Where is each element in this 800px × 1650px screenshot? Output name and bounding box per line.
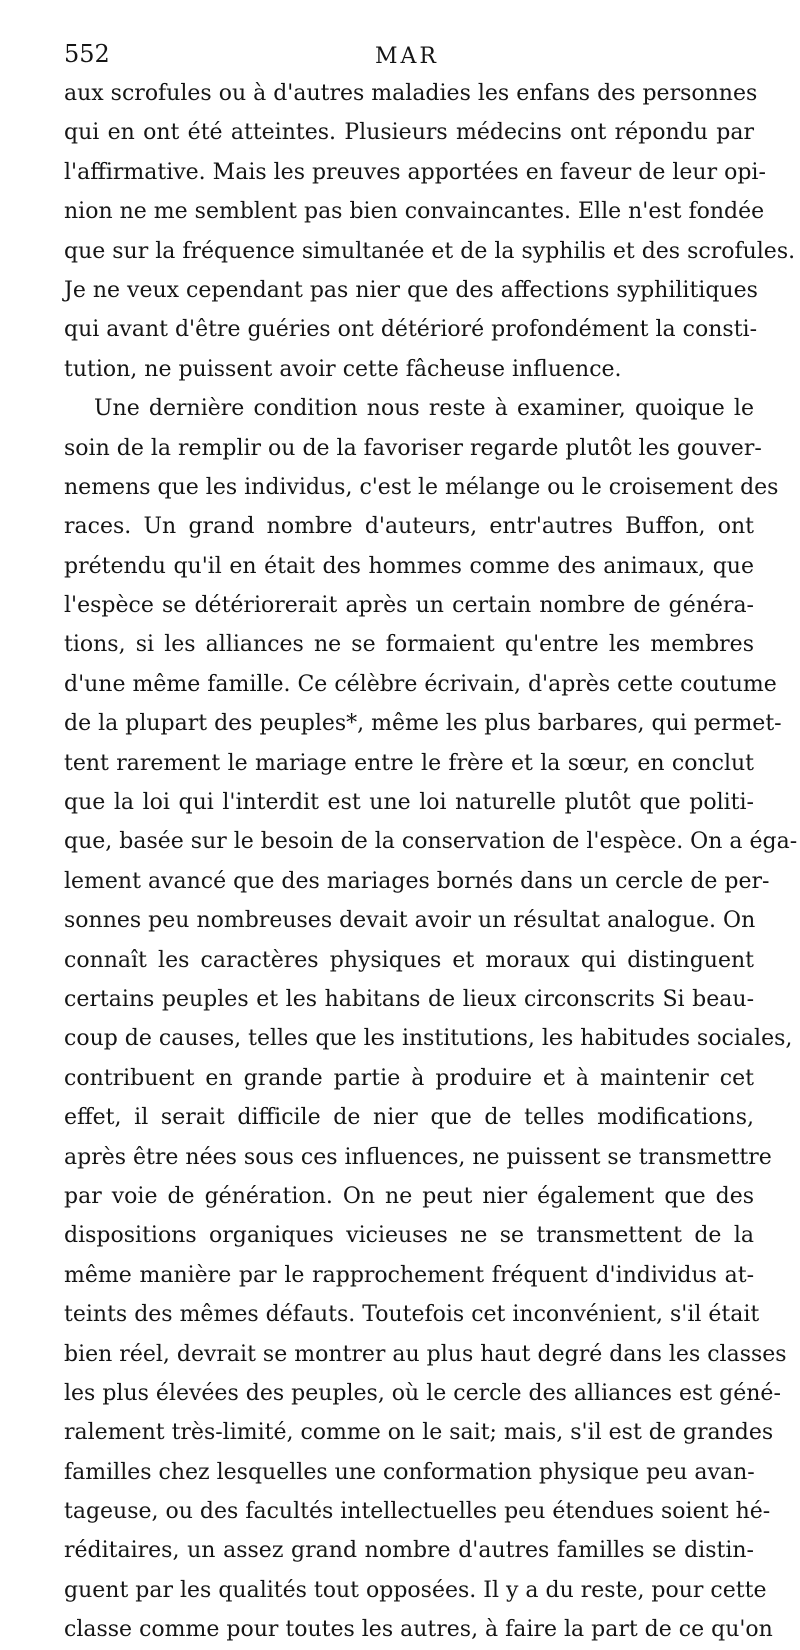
text-line: qui avant d'être guéries ont détérioré profondément la consti- — [64, 317, 757, 343]
paragraph-first-line: Une dernière condition nous reste à examiner, quoique le — [94, 396, 754, 422]
text-line: tent rarement le mariage entre le frère et la sœur, en conclut — [64, 750, 754, 776]
text-line: guent par les qualités tout opposées. Il y a du reste, pour cette — [64, 1577, 767, 1603]
running-head: MAR — [375, 44, 439, 69]
text-line: les plus élevées des peuples, où le cercle des alliances est géné- — [64, 1380, 781, 1406]
text-line: bien réel, devrait se montrer au plus haut degré dans les classes — [64, 1341, 787, 1367]
text-line: Je ne veux cependant pas nier que des affections syphilitiques — [64, 277, 758, 303]
text-line: qui en ont été atteintes. Plusieurs médecins ont répondu par — [64, 120, 754, 146]
page-number: 552 — [64, 40, 110, 68]
text-line: que la loi qui l'interdit est une loi naturelle plutôt que politi- — [64, 790, 754, 816]
text-line: certains peuples et les habitans de lieux circonscrits Si beau- — [64, 986, 754, 1012]
text-line: de la plupart des peuples*, même les plus barbares, qui permet- — [64, 711, 782, 737]
text-line: ralement très-limité, comme on le sait; mais, s'il est de grandes — [64, 1420, 774, 1446]
text-line: même manière par le rapprochement fréquent d'individus at- — [64, 1262, 754, 1288]
text-line: réditaires, un assez grand nombre d'autres familles se distin- — [64, 1538, 754, 1564]
text-line: l'affirmative. Mais les preuves apportées en faveur de leur opi- — [64, 159, 766, 185]
text-line: que, basée sur le besoin de la conservation de l'espèce. On a éga- — [64, 829, 798, 855]
text-line: coup de causes, telles que les institutions, les habitudes sociales, — [64, 1026, 793, 1052]
text-line: que sur la fréquence simultanée et de la syphilis et des scrofules. — [64, 238, 796, 264]
text-line: d'une même famille. Ce célèbre écrivain, d'après cette coutume — [64, 671, 777, 697]
text-line: contribuent en grande partie à produire et à maintenir cet — [64, 1065, 754, 1091]
text-line: effet, il serait difficile de nier que de telles modifications, — [64, 1105, 754, 1131]
text-line: soin de la remplir ou de la favoriser regarde plutôt les gouver- — [64, 435, 762, 461]
text-line: nion ne me semblent pas bien convaincantes. Elle n'est fondée — [64, 199, 765, 225]
text-line: sonnes peu nombreuses devait avoir un résultat analogue. On — [64, 908, 756, 934]
text-line: tions, si les alliances ne se formaient qu'entre les membres — [64, 632, 754, 658]
text-line: tageuse, ou des facultés intellectuelles peu étendues soient hé- — [64, 1499, 771, 1525]
text-line: après être nées sous ces influences, ne puissent se transmettre — [64, 1144, 772, 1170]
text-line: par voie de génération. On ne peut nier également que des — [64, 1183, 754, 1209]
text-line: connaît les caractères physiques et moraux qui distinguent — [64, 947, 754, 973]
text-line: nemens que les individus, c'est le mélange ou le croisement des — [64, 474, 779, 500]
text-line: teints des mêmes défauts. Toutefois cet inconvénient, s'il était — [64, 1302, 760, 1328]
text-line: prétendu qu'il en était des hommes comme des animaux, que — [64, 553, 754, 579]
text-line: l'espèce se détériorerait après un certain nombre de généra- — [64, 593, 754, 619]
text-line: races. Un grand nombre d'auteurs, entr'autres Buffon, ont — [64, 514, 754, 540]
text-line: familles chez lesquelles une conformation physique peu avan- — [64, 1459, 755, 1485]
text-line: classe comme pour toutes les autres, à faire la part de ce qu'on — [64, 1617, 773, 1643]
text-line: lement avancé que des mariages bornés dans un cercle de per- — [64, 868, 770, 894]
text-line: dispositions organiques vicieuses ne se transmettent de la — [64, 1223, 754, 1249]
text-line: aux scrofules ou à d'autres maladies les enfans des personnes — [64, 81, 758, 106]
text-line: tution, ne puissent avoir cette fâcheuse influence. — [64, 356, 622, 382]
page-header — [64, 40, 750, 74]
body-text — [64, 74, 798, 1650]
